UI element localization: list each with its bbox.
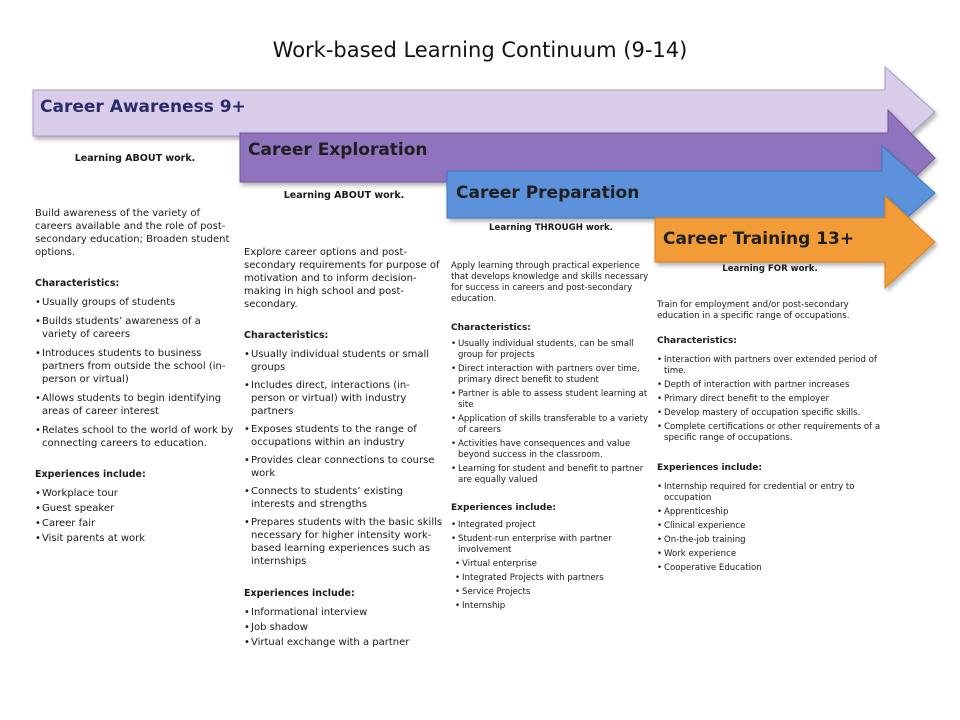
experiences-list	[35, 487, 235, 545]
characteristics-list	[451, 339, 651, 486]
list-item: • Virtual enterprise	[455, 559, 651, 570]
characteristics-list	[244, 348, 444, 568]
list-item: • Work experience	[657, 549, 883, 560]
list-item: • Visit parents at work	[35, 532, 235, 545]
stage-subtitle: Learning THROUGH work.	[489, 223, 613, 233]
characteristics-list	[35, 296, 235, 450]
experiences-list	[657, 482, 883, 574]
list-item: • Direct interaction with partners over time, primary direct benefit to student	[451, 364, 651, 386]
experiences-list	[451, 520, 651, 612]
page-title: Work-based Learning Continuum (9-14)	[272, 38, 688, 62]
career-preparation-column	[451, 223, 651, 615]
stage-subtitle: Learning FOR work.	[722, 264, 818, 274]
career-preparation-label: Career Preparation	[456, 183, 640, 203]
list-item: • Partner is able to assess student learning at site	[451, 389, 651, 411]
list-item: • Virtual exchange with a partner	[244, 636, 444, 649]
list-item: • Complete certifications or other requirements of a specific range of occupations.	[657, 422, 883, 444]
career-awareness-column	[35, 152, 235, 547]
list-item: • Activities have consequences and value beyond success in the classroom.	[451, 439, 651, 461]
list-item: • Learning for student and benefit to partner are equally valued	[451, 464, 651, 486]
career-exploration-label: Career Exploration	[248, 140, 428, 160]
list-item: • Guest speaker	[35, 502, 235, 515]
list-item: • Internship required for credential or entry to occupation	[657, 482, 883, 504]
list-item: • Usually groups of students	[35, 296, 235, 309]
list-item: • Usually individual students or small groups	[244, 348, 444, 374]
stage-intro: Apply learning through practical experience that develops knowledge and skills necessary for success in careers and post-secondary education.	[451, 261, 649, 304]
experiences-list	[244, 606, 444, 649]
list-item: • On-the-job training	[657, 535, 883, 546]
list-item: • Allows students to begin identifying areas of career interest	[35, 392, 235, 418]
stage-intro: Explore career options and post-secondary requirements for purpose of motivation and to inform decision-making in high school and post-secondary.	[244, 247, 440, 310]
characteristics-heading: Characteristics:	[451, 323, 531, 333]
experiences-heading: Experiences include:	[244, 588, 355, 599]
characteristics-heading: Characteristics:	[244, 330, 329, 341]
list-item: • Depth of interaction with partner increases	[657, 380, 883, 391]
list-item: • Builds students’ awareness of a variety of careers	[35, 315, 235, 341]
list-item: • Develop mastery of occupation specific skills.	[657, 408, 883, 419]
list-item: • Student-run enterprise with partner involvement	[451, 534, 651, 556]
list-item: • Exposes students to the range of occupations within an industry	[244, 423, 444, 449]
career-exploration-column	[244, 189, 444, 651]
list-item: • Connects to students’ existing interests and strengths	[244, 485, 444, 511]
list-item: • Integrated project	[451, 520, 651, 531]
stage-subtitle: Learning ABOUT work.	[283, 190, 405, 201]
list-item: • Internship	[455, 601, 651, 612]
experiences-heading: Experiences include:	[657, 463, 762, 473]
list-item: • Informational interview	[244, 606, 444, 619]
list-item: • Interaction with partners over extended period of time.	[657, 355, 883, 377]
list-item: • Provides clear connections to course work	[244, 454, 444, 480]
list-item: • Cooperative Education	[657, 563, 883, 574]
list-item: • Clinical experience	[657, 521, 883, 532]
career-awareness-label: Career Awareness 9+	[40, 97, 246, 117]
career-training-label: Career Training 13+	[663, 229, 855, 249]
list-item: • Workplace tour	[35, 487, 235, 500]
characteristics-heading: Characteristics:	[657, 336, 737, 346]
list-item: • Prepares students with the basic skills necessary for higher intensity work-based learning experiences such as internships	[244, 516, 444, 568]
list-item: • Application of skills transferable to a variety of careers	[451, 414, 651, 436]
stage-subtitle: Learning ABOUT work.	[74, 153, 196, 164]
characteristics-heading: Characteristics:	[35, 278, 120, 289]
list-item: • Usually individual students, can be small group for projects	[451, 339, 651, 361]
characteristics-list	[657, 355, 883, 444]
list-item: • Includes direct, interactions (in-person or virtual) with industry partners	[244, 379, 444, 418]
stage-intro: Build awareness of the variety of careers available and the role of post-secondary education; Broaden student options.	[35, 208, 230, 258]
experiences-heading: Experiences include:	[35, 469, 146, 480]
career-training-column	[657, 264, 883, 577]
list-item: • Apprenticeship	[657, 507, 883, 518]
list-item: • Service Projects	[455, 587, 651, 598]
list-item: • Introduces students to business partners from outside the school (in-person or virtual)	[35, 347, 235, 386]
list-item: • Job shadow	[244, 621, 444, 634]
list-item: • Career fair	[35, 517, 235, 530]
list-item: • Relates school to the world of work by connecting careers to education.	[35, 424, 235, 450]
list-item: • Integrated Projects with partners	[455, 573, 651, 584]
experiences-heading: Experiences include:	[451, 503, 556, 513]
stage-intro: Train for employment and/or post-secondary education in a specific range of occupations.	[657, 300, 850, 321]
list-item: • Primary direct benefit to the employer	[657, 394, 883, 405]
